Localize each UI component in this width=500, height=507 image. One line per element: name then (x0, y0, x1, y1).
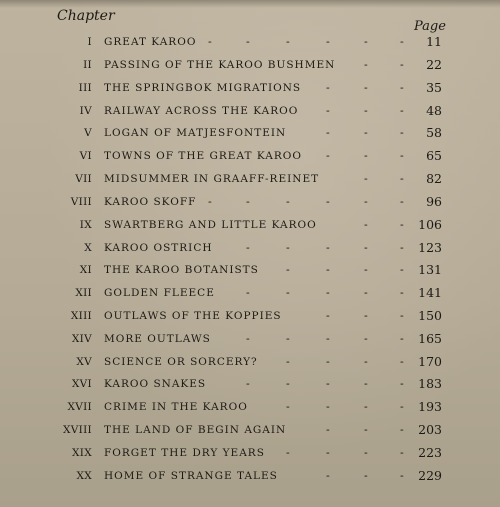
leader-dash: - (286, 446, 290, 459)
chapter-number: VII (75, 173, 92, 185)
chapter-title: KAROO SKOFF (104, 196, 197, 208)
chapter-page-number: 193 (418, 399, 442, 414)
leader-dash: - (400, 423, 404, 436)
toc-row (0, 170, 500, 190)
toc-row (0, 147, 500, 167)
chapter-page-number: 22 (426, 57, 442, 72)
leader-dash: - (326, 423, 330, 436)
leader-dash: - (364, 377, 368, 390)
chapter-page-number: 223 (418, 445, 442, 460)
leader-dash: - (286, 35, 290, 48)
chapter-page-number: 11 (426, 34, 442, 49)
leader-dash: - (400, 355, 404, 368)
leader-dash: - (286, 332, 290, 345)
leader-dash: - (246, 195, 250, 208)
chapter-page-number: 203 (418, 422, 442, 437)
leader-dash: - (286, 377, 290, 390)
chapter-number: XVI (71, 378, 92, 390)
leader-dash: - (286, 286, 290, 299)
chapter-title: KAROO OSTRICH (104, 242, 213, 254)
chapter-title: OUTLAWS OF THE KOPPIES (104, 310, 282, 322)
chapter-title: GOLDEN FLEECE (104, 287, 215, 299)
leader-dash: - (400, 81, 404, 94)
toc-row (0, 216, 500, 236)
chapter-title: SWARTBERG AND LITTLE KAROO (104, 219, 317, 231)
chapter-number: XIII (70, 310, 92, 322)
leader-dash: - (246, 241, 250, 254)
leader-dash: - (364, 309, 368, 322)
leader-dash: - (364, 81, 368, 94)
chapter-title: CRIME IN THE KAROO (104, 401, 248, 413)
leader-dash: - (400, 286, 404, 299)
chapter-page-number: 65 (426, 148, 442, 163)
page-column-heading: Page (414, 19, 446, 34)
leader-dash: - (326, 126, 330, 139)
leader-dash: - (246, 286, 250, 299)
leader-dash: - (364, 355, 368, 368)
leader-dash: - (400, 309, 404, 322)
chapter-number: VIII (70, 196, 92, 208)
chapter-title: MORE OUTLAWS (104, 333, 211, 345)
leader-dash: - (364, 241, 368, 254)
leader-dash: - (400, 469, 404, 482)
leader-dash: - (326, 195, 330, 208)
leader-dash: - (286, 263, 290, 276)
leader-dash: - (364, 446, 368, 459)
leader-dash: - (326, 377, 330, 390)
leader-dash: - (364, 332, 368, 345)
leader-dash: - (400, 35, 404, 48)
leader-dash: - (400, 263, 404, 276)
chapter-page-number: 106 (418, 217, 442, 232)
leader-dash: - (364, 469, 368, 482)
chapter-number: IV (79, 105, 92, 117)
leader-dash: - (364, 58, 368, 71)
chapter-title: TOWNS OF THE GREAT KAROO (104, 150, 302, 162)
leader-dash: - (326, 241, 330, 254)
leader-dash: - (246, 35, 250, 48)
leader-dash: - (400, 104, 404, 117)
leader-dash: - (364, 149, 368, 162)
chapter-page-number: 183 (418, 376, 442, 391)
leader-dash: - (326, 309, 330, 322)
leader-dash: - (400, 172, 404, 185)
chapter-number: III (78, 82, 92, 94)
chapter-title: THE KAROO BOTANISTS (104, 264, 259, 276)
leader-dash: - (400, 218, 404, 231)
chapter-column-heading: Chapter (57, 8, 115, 24)
chapter-number: XII (75, 287, 92, 299)
chapter-number: V (84, 127, 92, 139)
leader-dash: - (326, 263, 330, 276)
page-top-shadow (0, 0, 500, 8)
chapter-page-number: 150 (418, 308, 442, 323)
leader-dash: - (400, 400, 404, 413)
leader-dash: - (364, 195, 368, 208)
leader-dash: - (400, 241, 404, 254)
leader-dash: - (364, 286, 368, 299)
leader-dash: - (364, 263, 368, 276)
toc-row (0, 398, 500, 418)
chapter-title: RAILWAY ACROSS THE KAROO (104, 105, 299, 117)
chapter-page-number: 58 (426, 125, 442, 140)
chapter-page-number: 131 (418, 262, 442, 277)
chapter-number: IX (79, 219, 92, 231)
leader-dash: - (400, 195, 404, 208)
chapter-title: GREAT KAROO (104, 36, 197, 48)
chapter-title: PASSING OF THE KAROO BUSHMEN (104, 59, 336, 71)
leader-dash: - (326, 104, 330, 117)
toc-row (0, 56, 500, 76)
chapter-number: XIV (71, 333, 92, 345)
chapter-number: XIX (72, 447, 92, 459)
leader-dash: - (286, 195, 290, 208)
chapter-title: LOGAN OF MATJESFONTEIN (104, 127, 287, 139)
leader-dash: - (364, 172, 368, 185)
toc-row (0, 102, 500, 122)
leader-dash: - (326, 149, 330, 162)
toc-row (0, 467, 500, 487)
chapter-page-number: 48 (426, 103, 442, 118)
leader-dash: - (326, 469, 330, 482)
toc-row (0, 124, 500, 144)
chapter-number: XVII (67, 401, 92, 413)
chapter-number: I (87, 36, 92, 48)
leader-dash: - (326, 286, 330, 299)
chapter-page-number: 35 (426, 80, 442, 95)
leader-dash: - (246, 332, 250, 345)
leader-dash: - (208, 35, 212, 48)
chapter-page-number: 170 (418, 354, 442, 369)
toc-row (0, 307, 500, 327)
chapter-number: II (83, 59, 92, 71)
leader-dash: - (400, 126, 404, 139)
leader-dash: - (364, 104, 368, 117)
leader-dash: - (286, 400, 290, 413)
leader-dash: - (364, 218, 368, 231)
chapter-title: FORGET THE DRY YEARS (104, 447, 265, 459)
chapter-page-number: 229 (418, 468, 442, 483)
leader-dash: - (326, 355, 330, 368)
leader-dash: - (400, 377, 404, 390)
leader-dash: - (286, 241, 290, 254)
chapter-number: XV (76, 356, 92, 368)
leader-dash: - (326, 81, 330, 94)
leader-dash: - (326, 400, 330, 413)
chapter-number: X (84, 242, 92, 254)
leader-dash: - (286, 355, 290, 368)
toc-row (0, 261, 500, 281)
toc-row (0, 33, 500, 53)
leader-dash: - (326, 35, 330, 48)
leader-dash: - (208, 195, 212, 208)
chapter-number: VI (79, 150, 92, 162)
chapter-title: HOME OF STRANGE TALES (104, 470, 278, 482)
toc-row (0, 444, 500, 464)
chapter-number: XX (76, 470, 92, 482)
chapter-title: MIDSUMMER IN GRAAFF-REINET (104, 173, 320, 185)
chapter-page-number: 165 (418, 331, 442, 346)
toc-row (0, 239, 500, 259)
chapter-title: THE SPRINGBOK MIGRATIONS (104, 82, 302, 94)
chapter-page-number: 123 (418, 240, 442, 255)
toc-row (0, 353, 500, 373)
leader-dash: - (364, 400, 368, 413)
toc-row (0, 421, 500, 441)
leader-dash: - (364, 423, 368, 436)
toc-row (0, 375, 500, 395)
leader-dash: - (400, 332, 404, 345)
toc-row (0, 79, 500, 99)
chapter-page-number: 96 (426, 194, 442, 209)
leader-dash: - (400, 58, 404, 71)
chapter-title: THE LAND OF BEGIN AGAIN (104, 424, 287, 436)
leader-dash: - (400, 149, 404, 162)
leader-dash: - (326, 446, 330, 459)
chapter-page-number: 141 (418, 285, 442, 300)
toc-row (0, 193, 500, 213)
chapter-title: SCIENCE OR SORCERY? (104, 356, 258, 368)
chapter-page-number: 82 (426, 171, 442, 186)
leader-dash: - (364, 126, 368, 139)
chapter-title: KAROO SNAKES (104, 378, 207, 390)
leader-dash: - (246, 377, 250, 390)
toc-row (0, 330, 500, 350)
chapter-number: XI (79, 264, 92, 276)
toc-row (0, 284, 500, 304)
leader-dash: - (364, 35, 368, 48)
chapter-number: XVIII (62, 424, 92, 436)
leader-dash: - (400, 446, 404, 459)
leader-dash: - (326, 332, 330, 345)
